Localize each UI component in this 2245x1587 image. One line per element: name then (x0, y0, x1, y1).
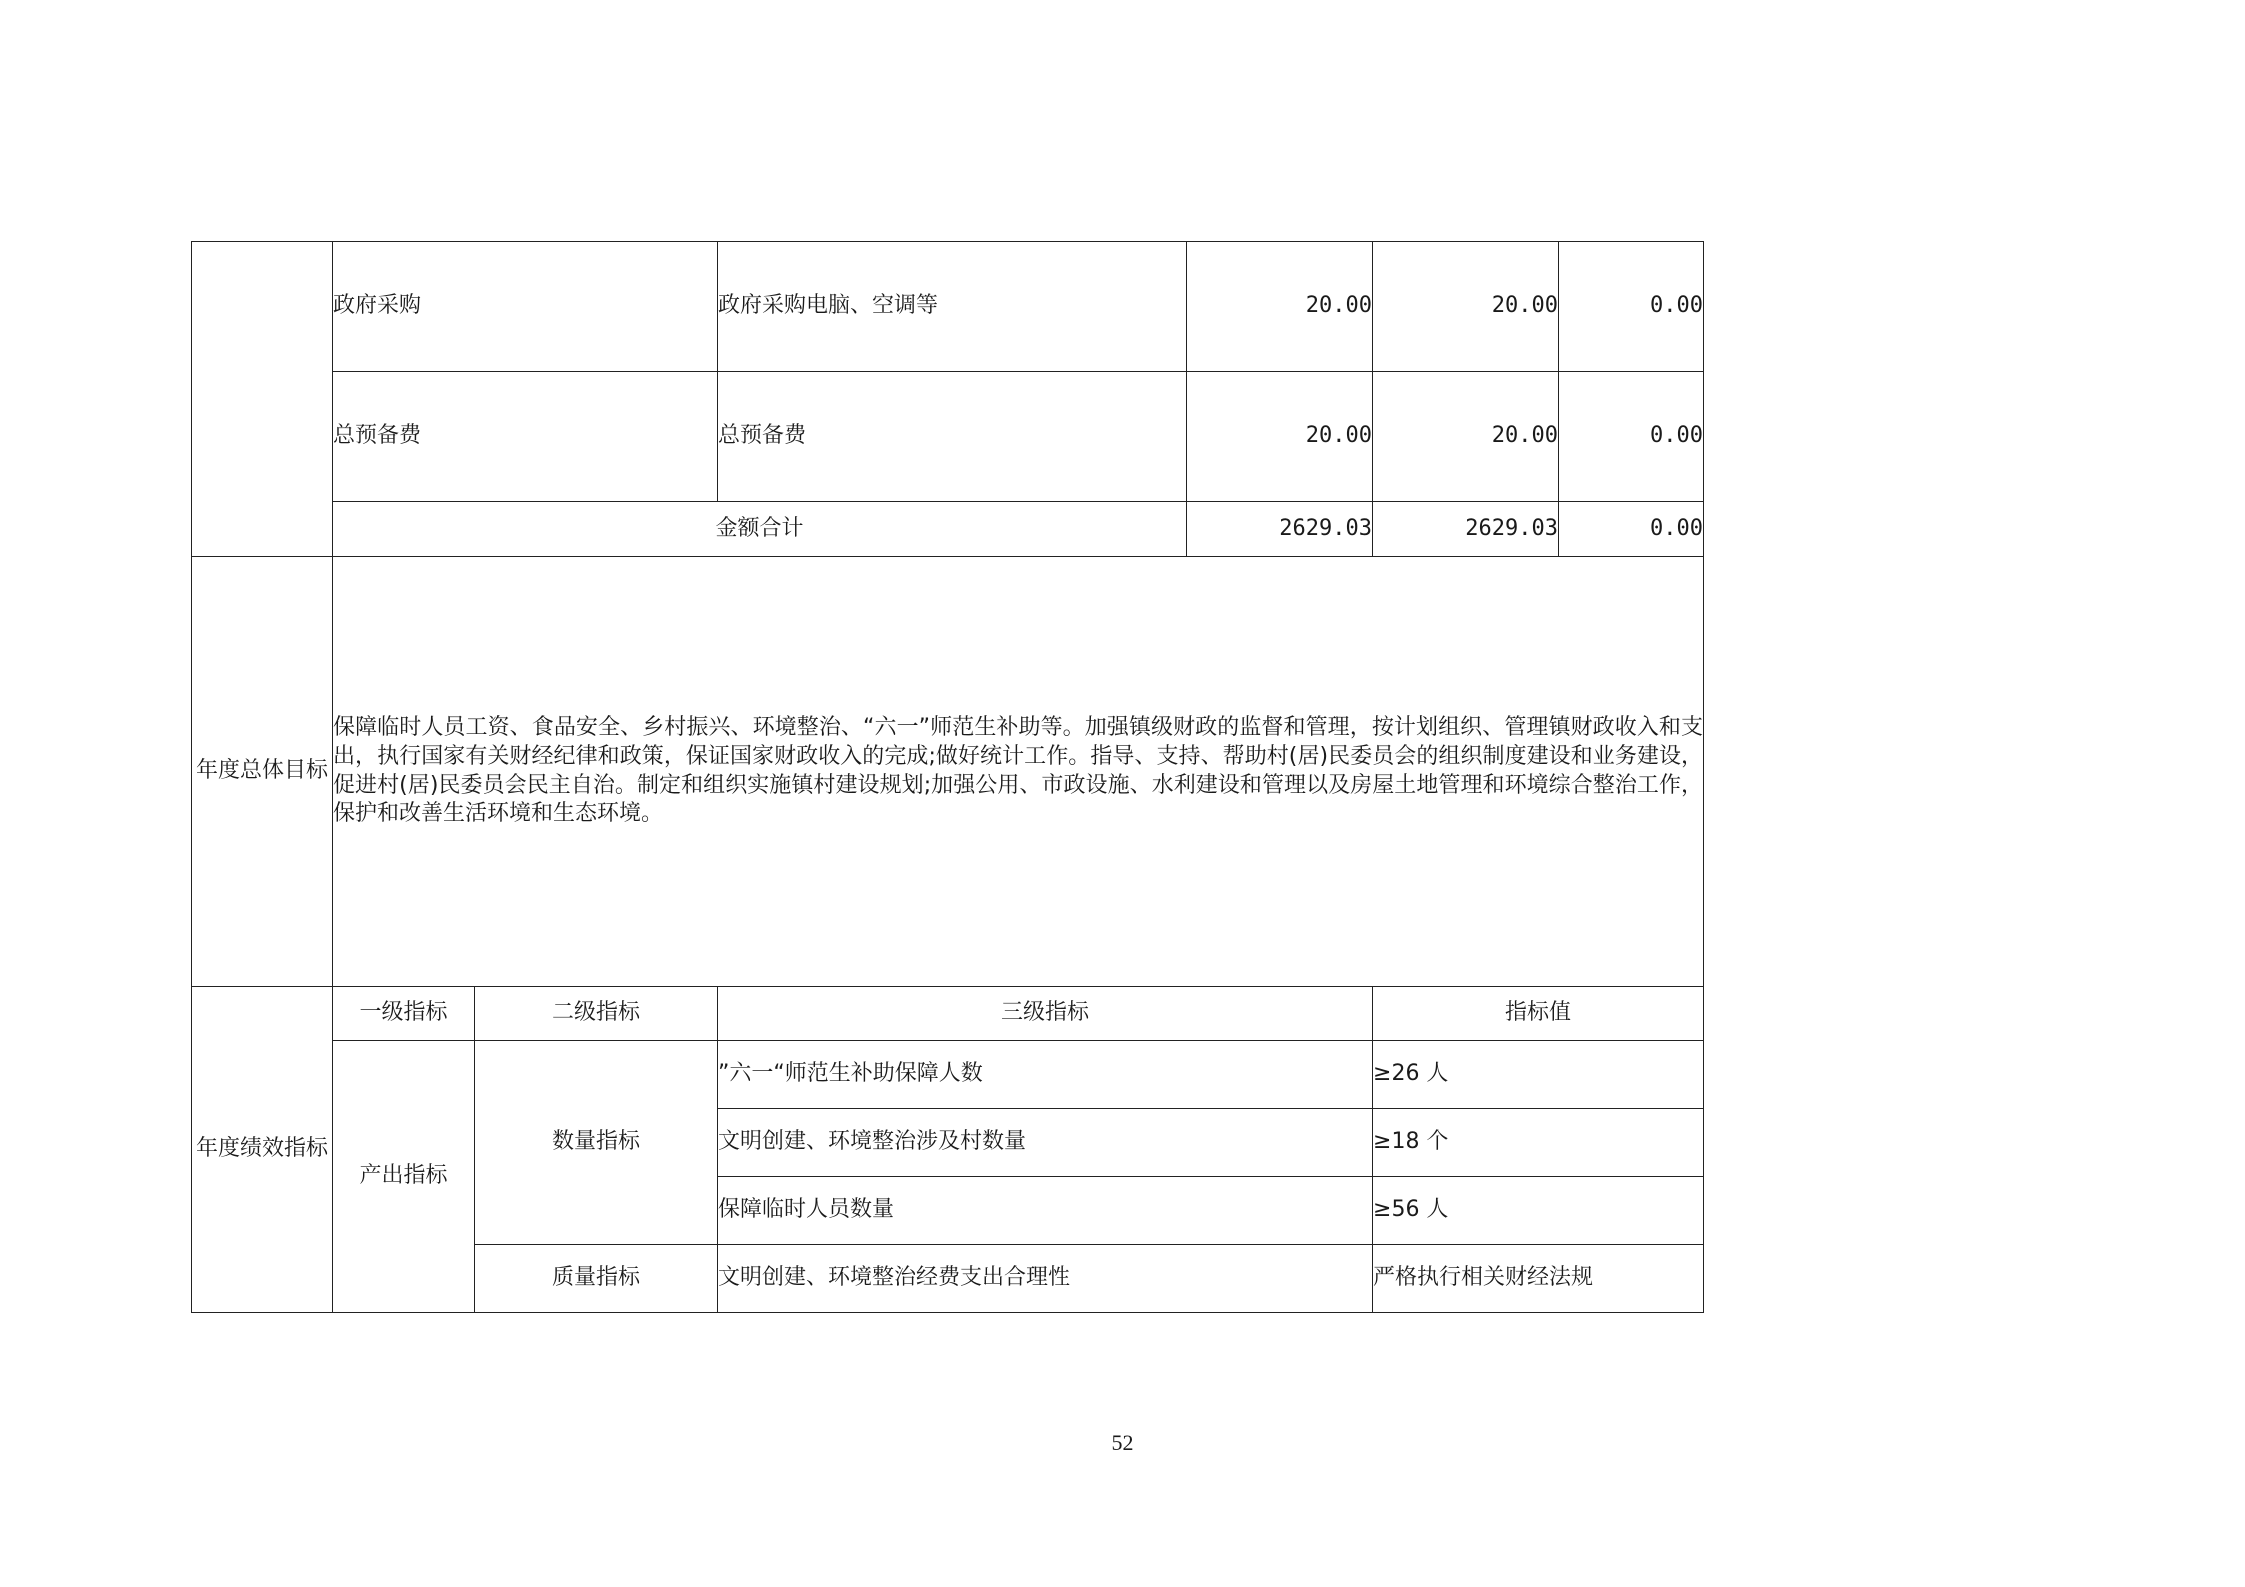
budget-amount-total: 20.00 (1187, 242, 1373, 372)
indicator-value: ≥26 人 (1373, 1041, 1704, 1109)
annual-goal-label: 年度总体目标 (192, 557, 333, 987)
budget-total-amount: 2629.03 (1187, 502, 1373, 557)
budget-item-name: 总预备费 (333, 372, 718, 502)
indicator-value: ≥56 人 (1373, 1177, 1704, 1245)
page-number: 52 (1111, 1430, 1134, 1455)
budget-section-label (192, 242, 333, 557)
level2-quality-indicator: 质量指标 (475, 1245, 718, 1313)
performance-label: 年度绩效指标 (192, 987, 333, 1313)
budget-amount-fiscal: 20.00 (1373, 372, 1559, 502)
indicator-name: 文明创建、环境整治涉及村数量 (718, 1109, 1373, 1177)
level2-quantity-indicator: 数量指标 (475, 1041, 718, 1245)
header-level2: 二级指标 (475, 987, 718, 1041)
budget-total-row (192, 502, 1704, 557)
header-level1: 一级指标 (333, 987, 475, 1041)
indicator-value: 严格执行相关财经法规 (1373, 1245, 1704, 1313)
budget-item-detail: 政府采购电脑、空调等 (718, 242, 1187, 372)
annual-goal-text: 保障临时人员工资、食品安全、乡村振兴、环境整治、“六一”师范生补助等。加强镇级财政的监督和管理，按计划组织、管理镇财政收入和支出，执行国家有关财经纪律和政策，保证国家财政收入的完成;做好统计工作。指导、支持、帮助村(居)民委员会的组织制度建设和业务建设，促进村(居)民委员会民主自治。制定和组织实施镇村建设规划;加强公用、市政设施、水利建设和管理以及房屋土地管理和环境综合整治工作，保护和改善生活环境和生态环境。 (333, 557, 1704, 987)
budget-item-detail: 总预备费 (718, 372, 1187, 502)
budget-total-other: 0.00 (1559, 502, 1704, 557)
indicator-row (192, 1041, 1704, 1109)
budget-amount-fiscal: 20.00 (1373, 242, 1559, 372)
budget-amount-other: 0.00 (1559, 242, 1704, 372)
annual-goal-row (192, 557, 1704, 987)
budget-total-fiscal: 2629.03 (1373, 502, 1559, 557)
budget-row (192, 372, 1704, 502)
indicator-name: 文明创建、环境整治经费支出合理性 (718, 1245, 1373, 1313)
budget-amount-other: 0.00 (1559, 372, 1704, 502)
budget-performance-table (191, 241, 1704, 1313)
header-value: 指标值 (1373, 987, 1704, 1041)
indicator-name: ”六一“师范生补助保障人数 (718, 1041, 1373, 1109)
budget-amount-total: 20.00 (1187, 372, 1373, 502)
performance-header-row (192, 987, 1704, 1041)
header-level3: 三级指标 (718, 987, 1373, 1041)
budget-row (192, 242, 1704, 372)
budget-item-name: 政府采购 (333, 242, 718, 372)
level1-output-indicator: 产出指标 (333, 1041, 475, 1313)
indicator-name: 保障临时人员数量 (718, 1177, 1373, 1245)
budget-total-label: 金额合计 (333, 502, 1187, 557)
indicator-value: ≥18 个 (1373, 1109, 1704, 1177)
